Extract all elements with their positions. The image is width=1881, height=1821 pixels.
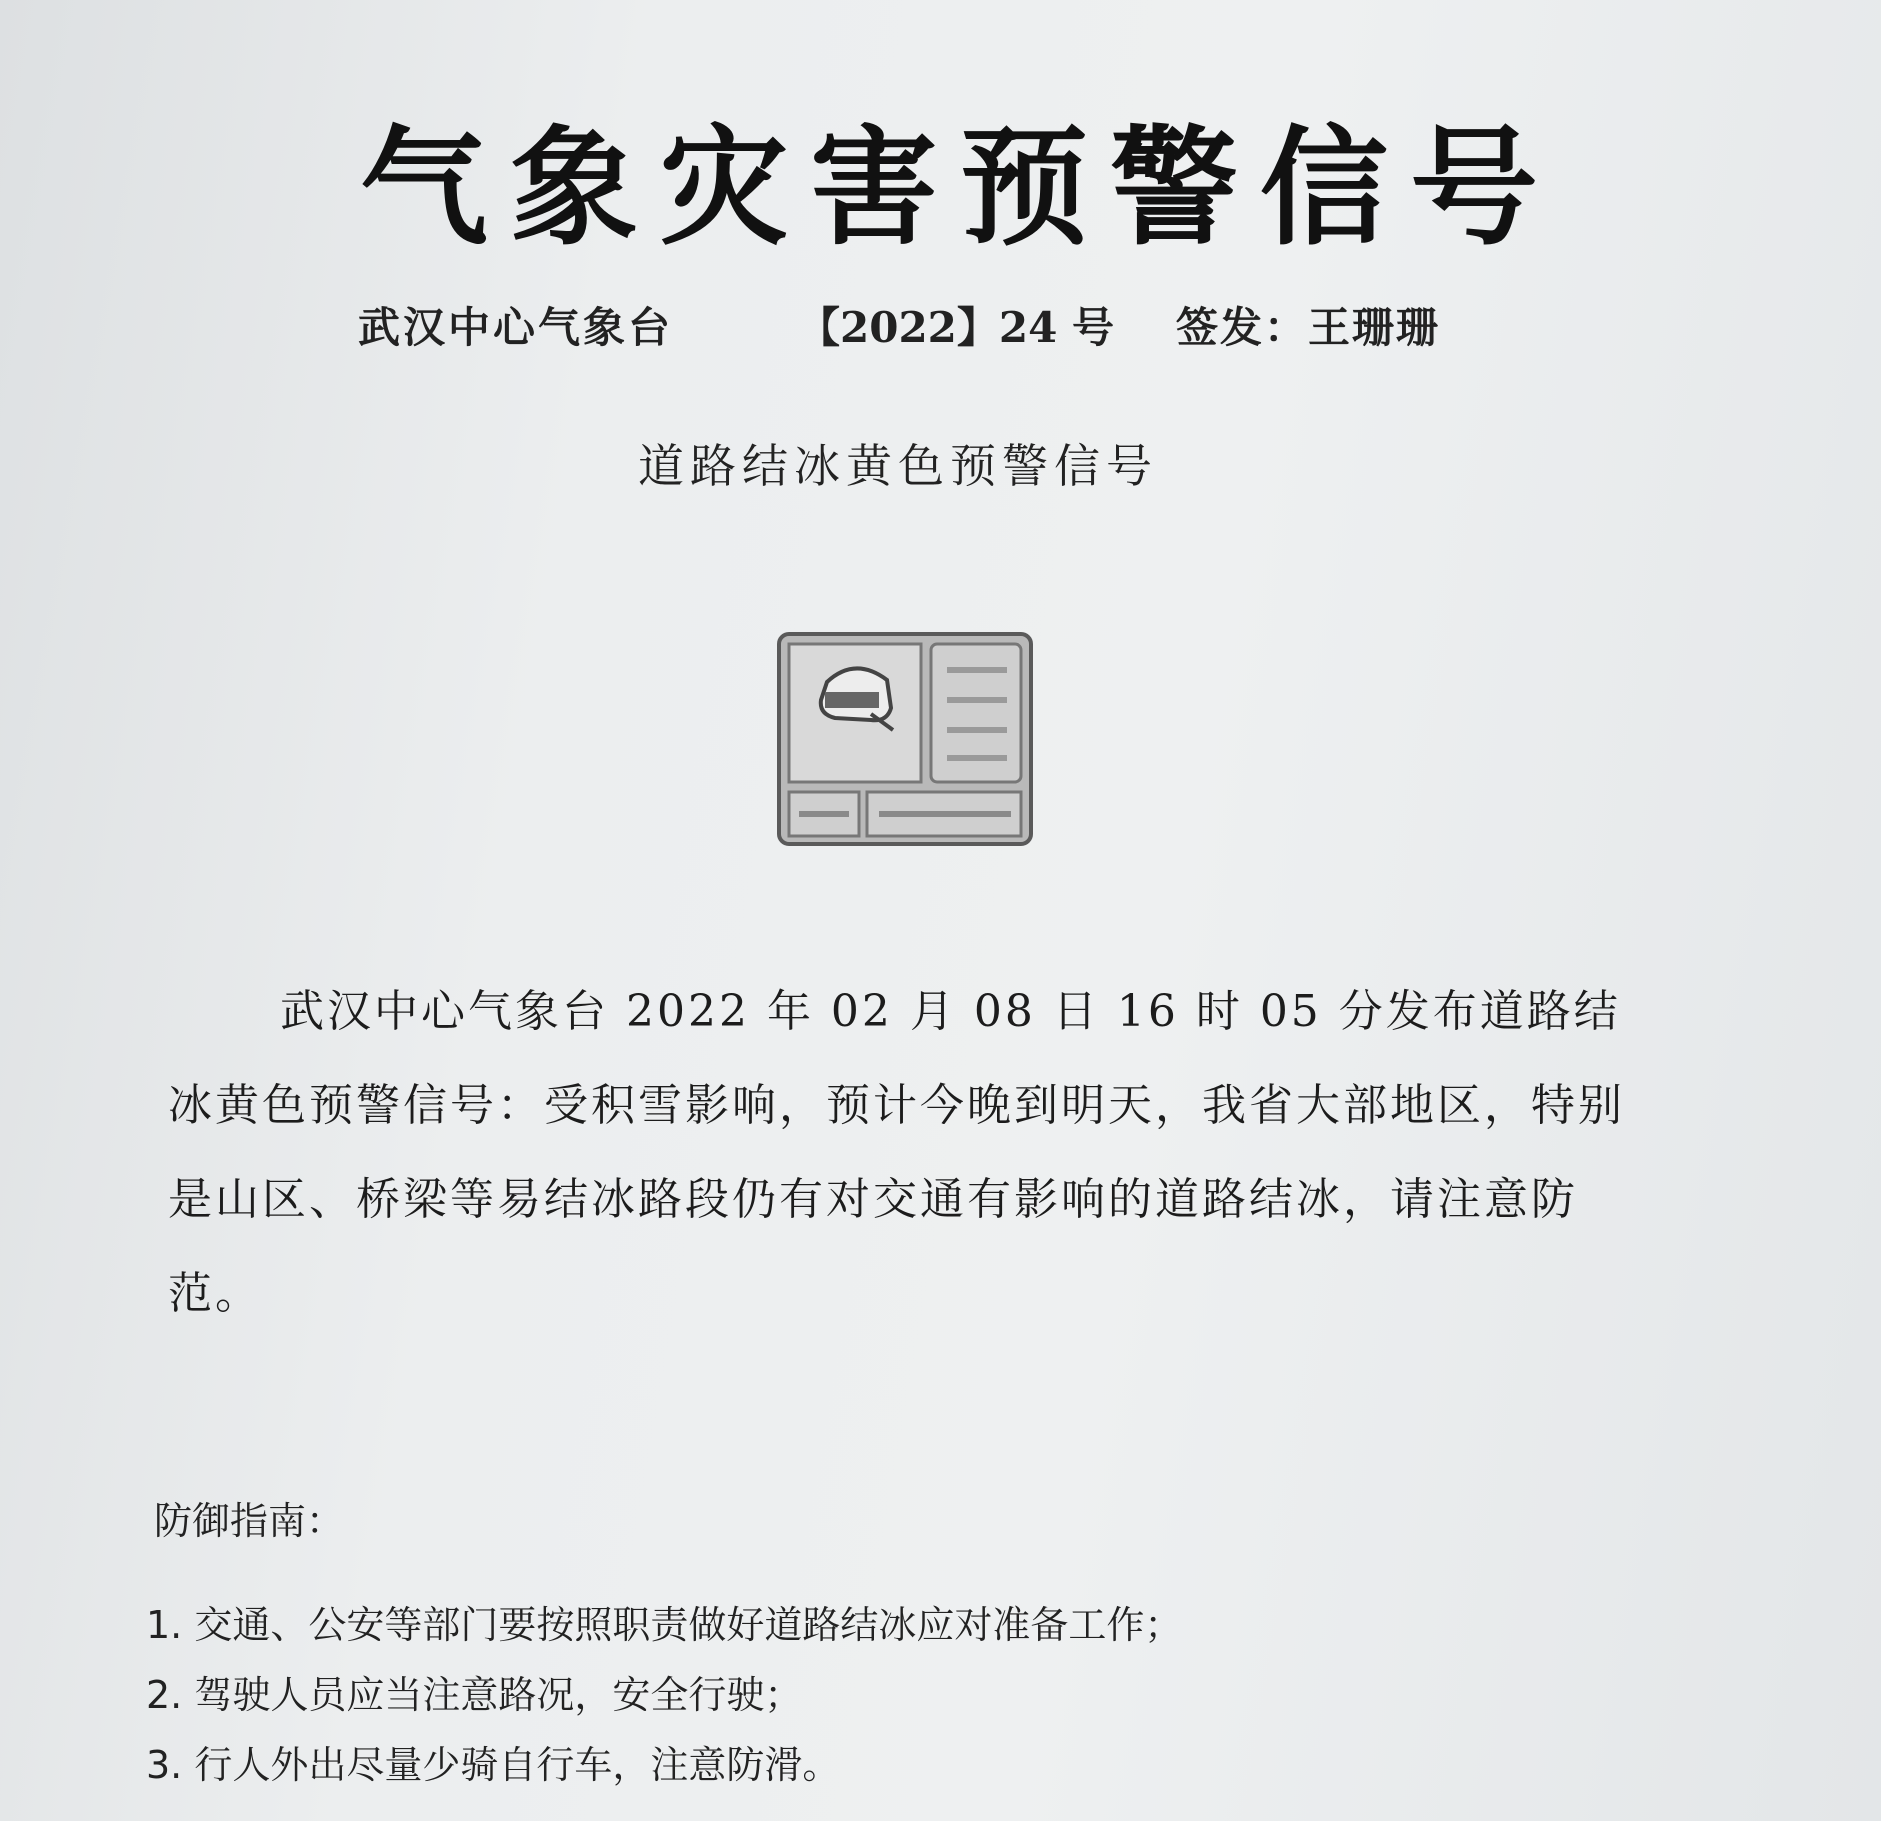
signer: 签发：王珊珊 bbox=[1176, 303, 1441, 352]
signal-title: 道路结冰黄色预警信号 bbox=[638, 439, 1158, 493]
guide-title: 防御指南： bbox=[154, 1499, 345, 1543]
guide-item: 2. 驾驶人员应当注意路况，安全行驶； bbox=[146, 1673, 803, 1717]
guide-item: 3. 行人外出尽量少骑自行车，注意防滑。 bbox=[146, 1743, 841, 1787]
document-title: 气象灾害预警信号 bbox=[360, 113, 1561, 263]
issuer-name: 武汉中心气象台 bbox=[358, 303, 674, 352]
guide-item: 1. 交通、公安等部门要按照职责做好道路结冰应对准备工作； bbox=[146, 1603, 1183, 1647]
guide-list bbox=[146, 1590, 1346, 1800]
warning-body: 武汉中心气象台 2022 年 02 月 08 日 16 时 05 分发布道路结冰黄色预警信号：受积雪影响，预计今晚到明天，我省大部地区，特别是山区、桥梁等易结冰路段仍有对交通有影响的道路结冰，请注意防范。 bbox=[168, 986, 1625, 1319]
document-header bbox=[0, 295, 1881, 355]
road-icing-warning-icon bbox=[775, 630, 1035, 848]
document-number: 【2022】24 号 bbox=[798, 303, 1114, 352]
